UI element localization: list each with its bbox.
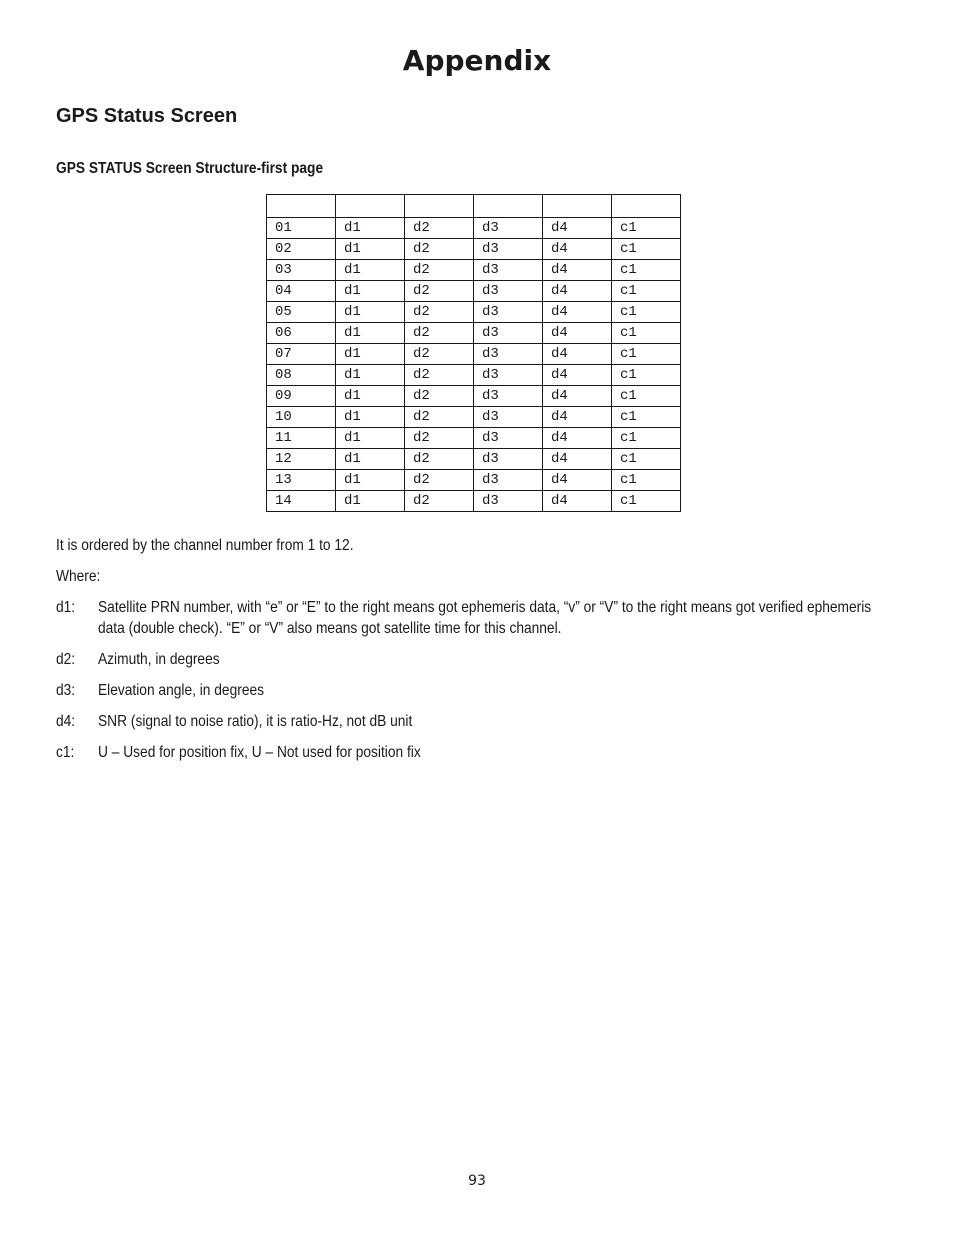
table-cell: c1 bbox=[612, 218, 681, 239]
channel-number-cell: 05 bbox=[267, 302, 336, 323]
table-cell: d1 bbox=[336, 386, 405, 407]
table-cell: d2 bbox=[405, 239, 474, 260]
table-header-row bbox=[267, 195, 681, 218]
table-row bbox=[267, 323, 681, 344]
table-cell: c1 bbox=[612, 491, 681, 512]
table-cell: d1 bbox=[336, 491, 405, 512]
table-cell: c1 bbox=[612, 365, 681, 386]
table-cell: c1 bbox=[612, 344, 681, 365]
table-cell: c1 bbox=[612, 281, 681, 302]
table-cell: d4 bbox=[543, 470, 612, 491]
definition-item bbox=[56, 649, 896, 670]
table-cell: d2 bbox=[405, 386, 474, 407]
table-cell: d3 bbox=[474, 302, 543, 323]
definition-description: Satellite PRN number, with “e” or “E” to the right means got ephemeris data, “v” or “V” to the right means got verified ephemeris data (double check). “E” or “V” also means got satellite time for this channel. bbox=[98, 599, 872, 637]
where-label: Where: bbox=[56, 568, 101, 585]
table-cell: d2 bbox=[405, 470, 474, 491]
definition-term: d3: bbox=[56, 682, 76, 699]
table-cell: d4 bbox=[543, 428, 612, 449]
section-heading: GPS Status Screen bbox=[56, 105, 238, 127]
definition-term: c1: bbox=[56, 744, 75, 761]
table-cell: d1 bbox=[336, 449, 405, 470]
table-cell: d3 bbox=[474, 407, 543, 428]
table-cell: d4 bbox=[543, 239, 612, 260]
definition-item bbox=[56, 742, 896, 763]
definition-description: SNR (signal to noise ratio), it is ratio-Hz, not dB unit bbox=[98, 713, 413, 730]
table-cell: d2 bbox=[405, 302, 474, 323]
table-cell: d2 bbox=[405, 428, 474, 449]
channel-number-cell: 01 bbox=[267, 218, 336, 239]
table-header-cell bbox=[267, 195, 336, 218]
definition-description: Azimuth, in degrees bbox=[98, 651, 220, 668]
table-header-cell bbox=[474, 195, 543, 218]
table-row bbox=[267, 386, 681, 407]
table-row bbox=[267, 491, 681, 512]
table-cell: c1 bbox=[612, 239, 681, 260]
table-cell: d2 bbox=[405, 344, 474, 365]
channel-number-cell: 13 bbox=[267, 470, 336, 491]
definition-item bbox=[56, 711, 896, 732]
table-cell: d2 bbox=[405, 281, 474, 302]
table-cell: d1 bbox=[336, 470, 405, 491]
channel-number-cell: 14 bbox=[267, 491, 336, 512]
subsection-heading: GPS STATUS Screen Structure-first page bbox=[56, 160, 324, 177]
table-header-cell bbox=[612, 195, 681, 218]
table-cell: d3 bbox=[474, 491, 543, 512]
channel-number-cell: 03 bbox=[267, 260, 336, 281]
table-cell: d3 bbox=[474, 239, 543, 260]
table-cell: d2 bbox=[405, 407, 474, 428]
table-row bbox=[267, 344, 681, 365]
table-cell: c1 bbox=[612, 323, 681, 344]
table-row bbox=[267, 470, 681, 491]
table-cell: d1 bbox=[336, 407, 405, 428]
table-cell: d4 bbox=[543, 407, 612, 428]
table-cell: d1 bbox=[336, 218, 405, 239]
channel-number-cell: 09 bbox=[267, 386, 336, 407]
table-cell: d3 bbox=[474, 386, 543, 407]
table-cell: d2 bbox=[405, 260, 474, 281]
table-cell: c1 bbox=[612, 470, 681, 491]
table-cell: d3 bbox=[474, 218, 543, 239]
table-row bbox=[267, 449, 681, 470]
table-row bbox=[267, 302, 681, 323]
table-cell: d1 bbox=[336, 323, 405, 344]
table-header-cell bbox=[543, 195, 612, 218]
table-cell: d4 bbox=[543, 323, 612, 344]
page-number: 93 bbox=[468, 1173, 486, 1189]
table-row bbox=[267, 218, 681, 239]
table-header-cell bbox=[336, 195, 405, 218]
table-cell: d1 bbox=[336, 302, 405, 323]
table-cell: d2 bbox=[405, 218, 474, 239]
definition-item bbox=[56, 680, 896, 701]
chapter-title: Appendix bbox=[402, 44, 552, 77]
table-row bbox=[267, 260, 681, 281]
table-cell: c1 bbox=[612, 407, 681, 428]
channel-number-cell: 04 bbox=[267, 281, 336, 302]
table-cell: d3 bbox=[474, 344, 543, 365]
definition-description: Elevation angle, in degrees bbox=[98, 682, 265, 699]
definition-term: d1: bbox=[56, 599, 76, 616]
table-cell: d4 bbox=[543, 281, 612, 302]
table-cell: c1 bbox=[612, 428, 681, 449]
table-cell: c1 bbox=[612, 260, 681, 281]
table-cell: d3 bbox=[474, 428, 543, 449]
table-cell: d1 bbox=[336, 365, 405, 386]
table-cell: d2 bbox=[405, 491, 474, 512]
table-row bbox=[267, 239, 681, 260]
table-cell: d3 bbox=[474, 365, 543, 386]
table-cell: c1 bbox=[612, 386, 681, 407]
gps-status-structure-table bbox=[266, 194, 681, 512]
channel-number-cell: 07 bbox=[267, 344, 336, 365]
table-cell: d1 bbox=[336, 260, 405, 281]
table-cell: d2 bbox=[405, 323, 474, 344]
table-body bbox=[267, 195, 681, 512]
definition-term: d2: bbox=[56, 651, 76, 668]
table-cell: d4 bbox=[543, 260, 612, 281]
table-cell: d4 bbox=[543, 344, 612, 365]
table-cell: d4 bbox=[543, 491, 612, 512]
table-row bbox=[267, 407, 681, 428]
table-cell: d4 bbox=[543, 365, 612, 386]
table-cell: d3 bbox=[474, 470, 543, 491]
table-cell: d3 bbox=[474, 260, 543, 281]
table-cell: d1 bbox=[336, 239, 405, 260]
table-row bbox=[267, 281, 681, 302]
table-cell: d4 bbox=[543, 449, 612, 470]
definition-term: d4: bbox=[56, 713, 76, 730]
table-row bbox=[267, 428, 681, 449]
table-cell: d3 bbox=[474, 281, 543, 302]
channel-number-cell: 10 bbox=[267, 407, 336, 428]
table-cell: d3 bbox=[474, 323, 543, 344]
channel-number-cell: 06 bbox=[267, 323, 336, 344]
table-cell: c1 bbox=[612, 449, 681, 470]
table-cell: d4 bbox=[543, 386, 612, 407]
table-cell: d2 bbox=[405, 365, 474, 386]
channel-number-cell: 02 bbox=[267, 239, 336, 260]
definition-description: U – Used for position fix, U – Not used for position fix bbox=[98, 744, 421, 761]
table-cell: d4 bbox=[543, 302, 612, 323]
table-cell: d4 bbox=[543, 218, 612, 239]
table-cell: d1 bbox=[336, 344, 405, 365]
table-header-cell bbox=[405, 195, 474, 218]
channel-number-cell: 08 bbox=[267, 365, 336, 386]
table-cell: c1 bbox=[612, 302, 681, 323]
definition-item bbox=[56, 597, 896, 639]
ordering-note: It is ordered by the channel number from 1 to 12. bbox=[56, 537, 354, 554]
definition-list bbox=[56, 597, 896, 773]
table-cell: d2 bbox=[405, 449, 474, 470]
channel-number-cell: 12 bbox=[267, 449, 336, 470]
table-cell: d3 bbox=[474, 449, 543, 470]
table-row bbox=[267, 365, 681, 386]
channel-number-cell: 11 bbox=[267, 428, 336, 449]
table-cell: d1 bbox=[336, 281, 405, 302]
table-cell: d1 bbox=[336, 428, 405, 449]
